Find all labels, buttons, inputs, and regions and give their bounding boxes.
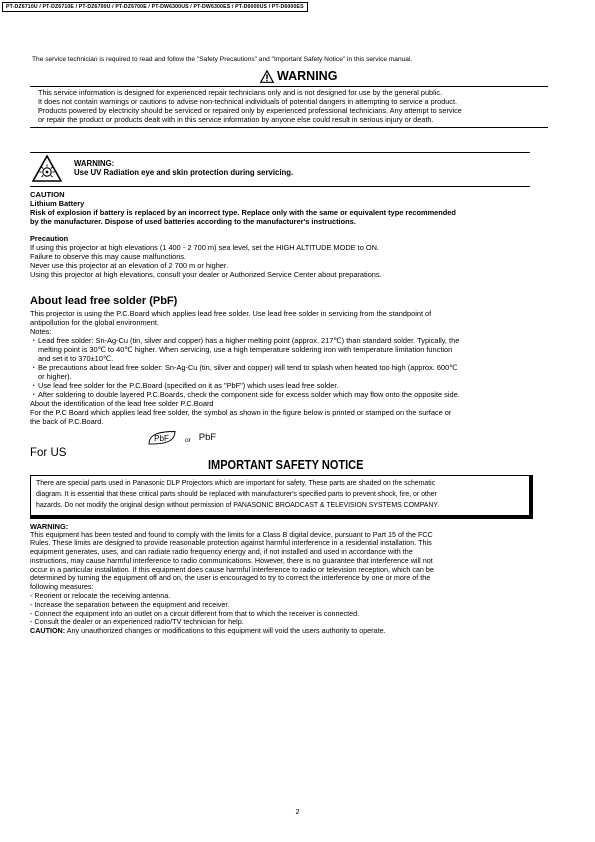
note-line: Be precautions about lead free solder: Sn-Ag-Cu (tin, silver and copper) will tend to splash when heated too high (approx. 600℃	[38, 362, 458, 372]
caution-line: by the manufacturer. Dispose of used batteries according to the manufacturer's instructions.	[30, 217, 356, 227]
fcc-body	[30, 531, 548, 636]
fcc-line: instructions, may cause harmful interference to radio communications. However, there is no guarantee that interference will not	[30, 555, 433, 565]
intro-text: The service technician is required to read and follow the "Safety Precautions" and "Important Safety Notice" in this service manual.	[32, 56, 413, 63]
caution-section	[30, 190, 548, 226]
fcc-line: Rules. These limits are designed to provide reasonable protection against harmful interference in a residential installation. This	[30, 538, 432, 548]
note-line: melting point is 30℃ to 40℃ higher. When servicing, use a high temperature soldering iron with temperature limitation function	[38, 344, 453, 354]
fcc-line: - Reorient or relocate the receiving antenna.	[30, 591, 171, 601]
pbf-leaf-icon	[147, 430, 177, 446]
page-number: 2	[295, 807, 300, 816]
pbf-plain-text: PbF	[198, 432, 217, 444]
warning-line: It does not contain warnings or cautions to advise non-technical individuals of potential dangers in attempting to service a product.	[38, 97, 458, 107]
fcc-line: This equipment has been tested and found to comply with the limits for a Class B digital device, pursuant to Part 15 of the FCC	[30, 529, 433, 539]
warning-triangle-icon	[260, 70, 274, 83]
lead-free-intro-line: antipollution for the global environment.	[30, 317, 160, 327]
note-bullet: ・	[30, 381, 38, 390]
lead-free-section	[30, 295, 548, 446]
notes-label: Notes:	[30, 326, 52, 336]
warning-box	[30, 86, 548, 128]
fcc-section	[30, 522, 548, 636]
fcc-line: - Consult the dealer or an experienced radio/TV technician for help.	[30, 617, 244, 627]
for-us-label: For US	[30, 447, 67, 460]
page-content	[30, 56, 548, 636]
notice-line: hazards. Do not modify the original design without permission of PANASONIC BROADCAST & TELEVISION SYSTEMS COMPANY.	[36, 501, 439, 509]
lead-free-intro-line: This projector is using the P.C.Board which applies lead free solder. Use lead free solder in servicing from the standpoint of	[30, 308, 432, 318]
fcc-caution-line	[30, 627, 548, 636]
precaution-line: If using this projector at high elevations (1 400 - 2 700 m) sea level, set the HIGH ALTITUDE MODE to ON.	[30, 243, 380, 253]
precaution-line: Never use this projector at an elevation of 2 700 m or higher.	[30, 261, 229, 271]
important-safety-notice-title: IMPORTANT SAFETY NOTICE	[208, 458, 364, 473]
precaution-title: Precaution	[30, 234, 69, 244]
note-line: or higher).	[38, 371, 72, 381]
uv-warning-text: Use UV Radiation eye and skin protection during servicing.	[74, 168, 294, 178]
note-item	[30, 363, 548, 381]
caution-line: Risk of explosion if battery is replaced by an incorrect type. Replace only with the same or equivalent type recommended	[30, 208, 456, 218]
note-line: Use lead free solder for the P.C.Board (specified on it as "PbF") which uses lead free solder.	[38, 381, 339, 390]
fcc-line: equipment generates, uses, and can radiate radio frequency energy and, if not installed and used in accordance with the	[30, 547, 413, 557]
warning-line: This service information is designed for experienced repair technicians only and is not designed for use by the general public.	[38, 88, 442, 98]
note-line: Lead free solder: Sn-Ag-Cu (tin, silver and copper) has a higher melting point (approx. 217℃) than standard solder. Typically, the	[38, 335, 460, 345]
note-bullet: ・	[30, 362, 38, 372]
note-item	[30, 381, 548, 390]
notice-line: diagram. It is essential that these critical parts should be replaced with manufacturer's specified parts to prevent shock, fire, or other	[36, 491, 437, 499]
uv-warning-title: WARNING:	[74, 158, 115, 168]
fcc-line: - Connect the equipment into an outlet on a circuit different from that to which the receiver is connected.	[30, 608, 360, 618]
precaution-line: Failure to observe this may cause malfunctions.	[30, 252, 187, 262]
fcc-caution-label: CAUTION:	[30, 626, 66, 636]
pbf-logo-text: PbF	[154, 434, 169, 444]
identification-line: the back of P.C.Board.	[30, 417, 104, 427]
caution-title: CAUTION	[30, 189, 65, 199]
fcc-line: - Increase the separation between the equipment and receiver.	[30, 599, 230, 609]
pbf-or-text: or	[185, 436, 191, 444]
note-bullet: ・	[30, 390, 38, 400]
lead-free-title: About lead free solder (PbF)	[30, 295, 178, 308]
warning-line: or repair the product or products dealt with in this service information by anyone else could result in serious injury or death.	[38, 114, 434, 124]
uv-warning-text-block	[74, 159, 293, 178]
fcc-line: following measures:	[30, 582, 94, 592]
fcc-line: determined by turning the equipment off and on, the user is encouraged to try to correct the interference by one or more of the	[30, 573, 431, 583]
pbf-symbol-row	[30, 430, 548, 446]
fcc-line: occur in a particular installation. If this equipment does cause harmful interference to radio or television reception, which can be	[30, 564, 434, 574]
fcc-warning-title: WARNING:	[30, 521, 69, 531]
precaution-section	[30, 234, 548, 279]
warning-title: WARNING	[277, 69, 338, 84]
identification-line: For the P.C Board which applies lead free solder, the symbol as shown in the figure below is printed or stamped on the surface or	[30, 408, 452, 418]
warning-heading	[260, 69, 548, 84]
caution-subtitle: Lithium Battery	[30, 199, 85, 209]
model-header: PT-DZ6710U / PT-DZ6710E / PT-DZ6700U / PT-DZ6700E / PT-DW6300US / PT-DW6300ES / PT-D6000US / PT-D6000ES	[2, 2, 308, 12]
note-line: After soldering to double layered P.C.Boards, check the component side for excess solder which may flow onto the opposite side.	[38, 390, 460, 400]
note-item	[30, 336, 548, 363]
note-bullet: ・	[30, 335, 38, 345]
note-line: and set it to 370±10℃.	[38, 353, 114, 363]
uv-warning-box	[30, 152, 530, 187]
notice-line: There are special parts used in Panasonic DLP Projectors which are important for safety. These parts are shaded on the schematic	[36, 480, 436, 488]
important-safety-notice-box	[30, 475, 533, 518]
uv-radiation-warning-icon	[32, 155, 62, 182]
fcc-caution-text: Any unauthorized changes or modifications to this equipment will void the users authority to operate.	[65, 626, 386, 636]
note-item	[30, 390, 548, 399]
identification-line: About the identification of the lead free solder P.C.Board	[30, 399, 214, 409]
warning-line: Products powered by electricity should be serviced or repaired only by experienced professional technicians. Any attempt to service	[38, 106, 462, 116]
precaution-line: Using this projector at high elevations, consult your dealer or Authorized Service Center about preparations.	[30, 270, 382, 280]
